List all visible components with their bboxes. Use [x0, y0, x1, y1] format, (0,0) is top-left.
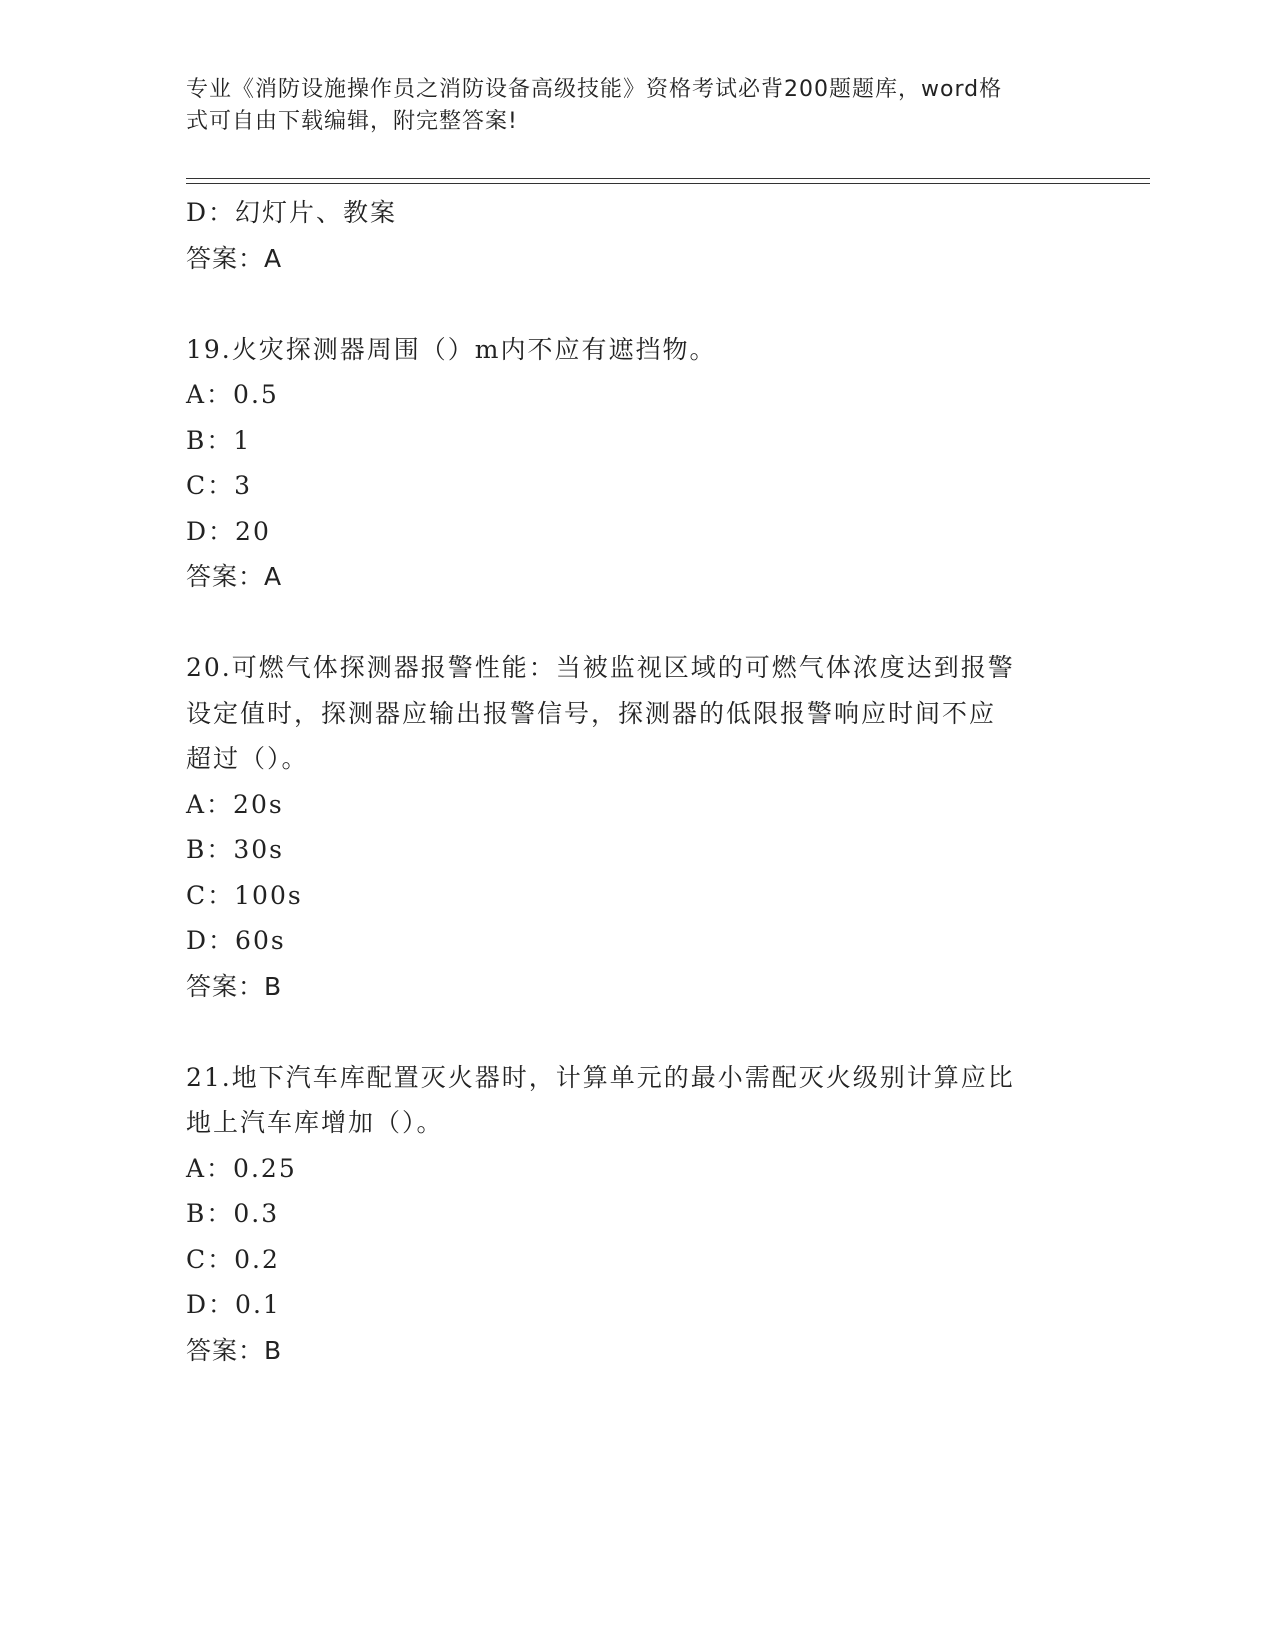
option-d: D：幻灯片、教案	[186, 198, 398, 227]
question-block	[186, 1055, 1086, 1374]
answer-line: 答案：A	[186, 562, 283, 591]
answer-line: 答案：A	[186, 243, 283, 273]
option-d: D：0.1	[186, 1290, 281, 1319]
option-b: B：30s	[186, 835, 285, 864]
question-stem-line-1: 21.地下汽车库配置灭火器时，计算单元的最小需配灭火级别计算应比	[186, 1062, 1015, 1092]
header-divider-top	[186, 178, 1150, 179]
header-line-2: 式可自由下载编辑，附完整答案!	[186, 109, 518, 134]
option-c: C：0.2	[186, 1244, 280, 1274]
header-line-1: 专业《消防设施操作员之消防设备高级技能》资格考试必背200题题库，word格	[186, 77, 1003, 102]
question-block	[186, 327, 1086, 600]
spacer	[186, 281, 1086, 327]
option-c: C：3	[186, 471, 253, 500]
document-header	[186, 74, 1076, 138]
spacer	[186, 1009, 1086, 1055]
option-a: A：20s	[186, 789, 284, 819]
header-divider-bottom	[186, 183, 1150, 184]
option-d: D：20	[186, 516, 271, 546]
option-b: B：0.3	[186, 1199, 280, 1228]
question-stem-line-1: 20.可燃气体探测器报警性能：当被监视区域的可燃气体浓度达到报警	[186, 653, 1015, 682]
answer-line: 答案：B	[186, 1335, 283, 1365]
question-block	[186, 645, 1086, 1009]
question-stem-line-2: 设定值时，探测器应输出报警信号，探测器的低限报警响应时间不应	[186, 698, 997, 728]
option-c: C：100s	[186, 880, 303, 910]
question-stem-line-3: 超过（）。	[186, 744, 309, 773]
question-stem: 19.火灾探测器周围（）m内不应有遮挡物。	[186, 334, 717, 364]
question-list	[186, 190, 1086, 1373]
spacer	[186, 600, 1086, 646]
option-b: B：1	[186, 425, 252, 455]
option-d: D：60s	[186, 926, 286, 955]
option-a: A：0.25	[186, 1153, 297, 1183]
question-stem-line-2: 地上汽车库增加（）。	[186, 1108, 444, 1137]
answer-line: 答案：B	[186, 971, 283, 1001]
option-a: A：0.5	[186, 380, 279, 409]
